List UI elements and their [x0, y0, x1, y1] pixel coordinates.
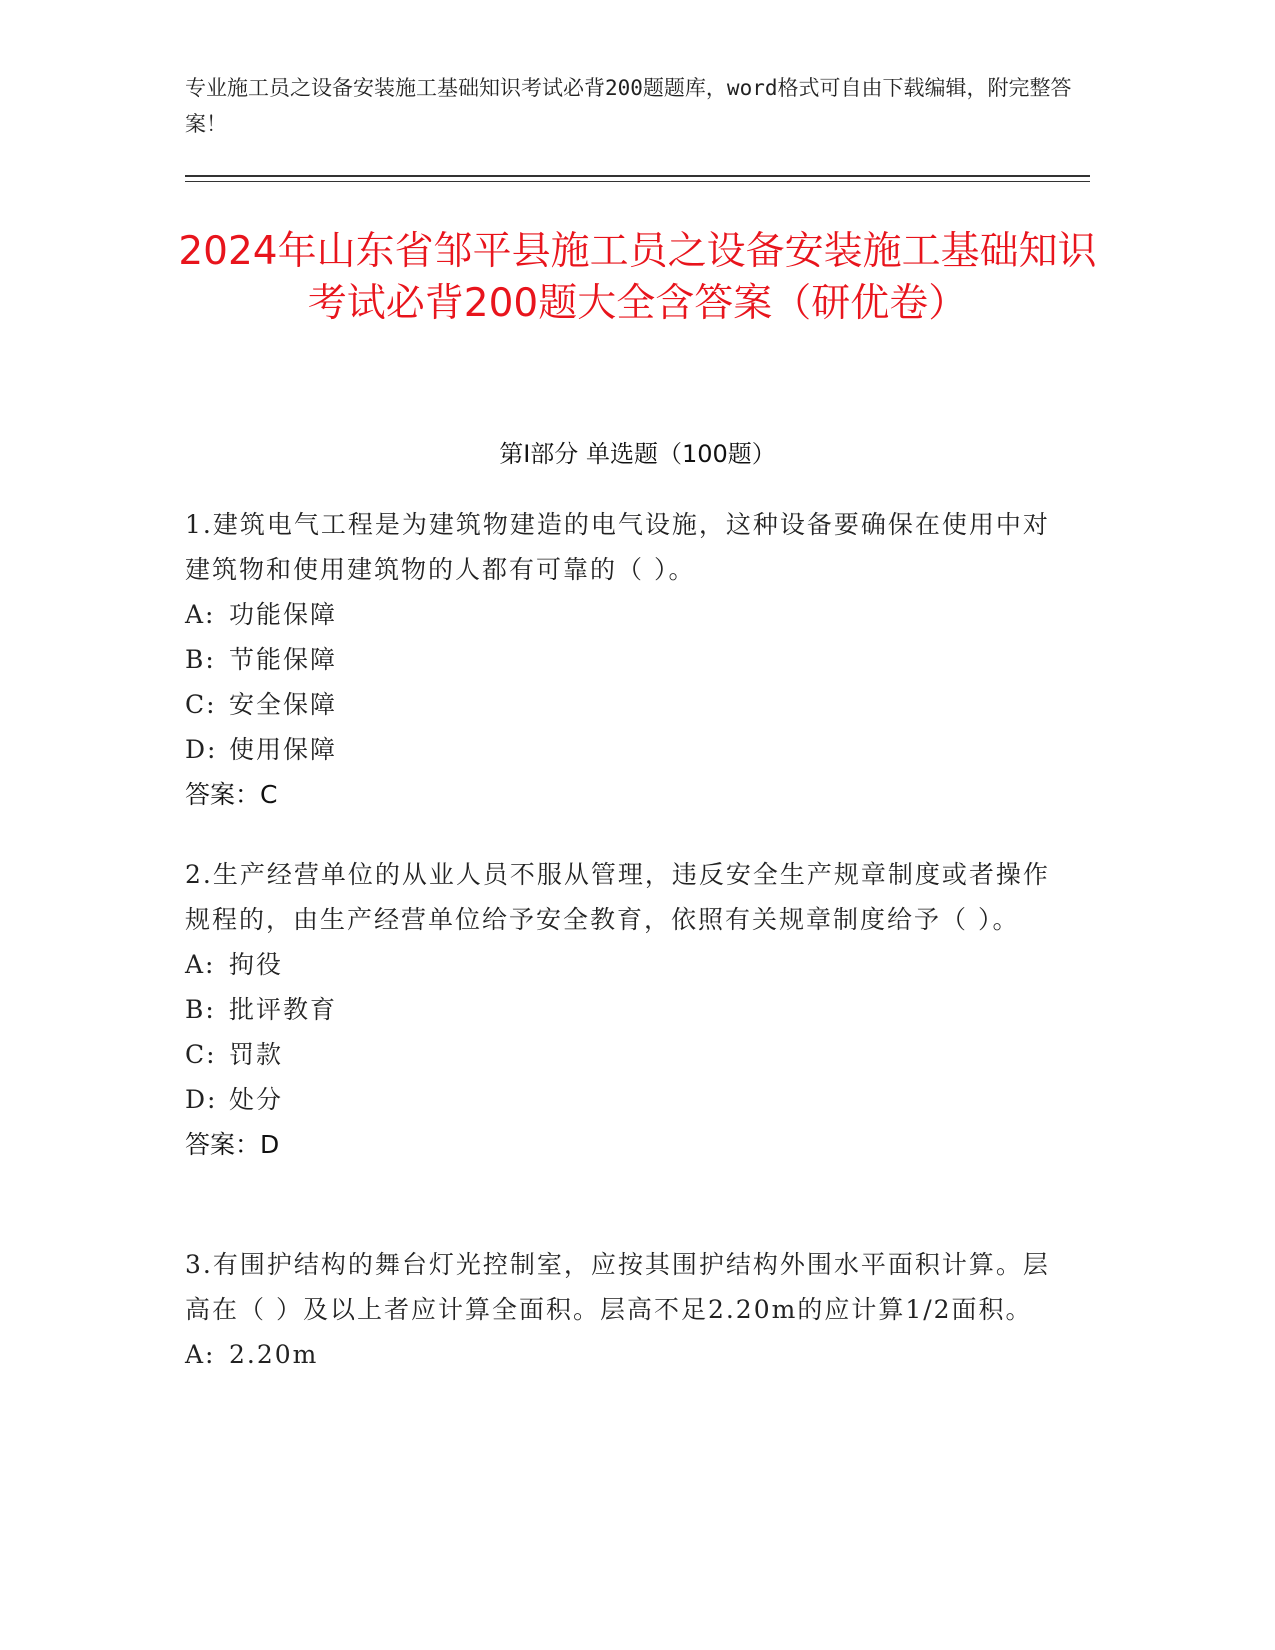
section-heading: 第I部分 单选题（100题） [499, 440, 776, 468]
option-text: 使用保障 [229, 735, 338, 764]
document-title: 2024年山东省邹平县施工员之设备安装施工基础知识考试必背200题大全含答案（研优卷） [178, 229, 1097, 326]
option-label: C: [185, 690, 217, 719]
option-text: 节能保障 [229, 645, 338, 674]
header-divider-thin [185, 181, 1090, 182]
answer: 答案：D [185, 1130, 280, 1159]
option-label: D: [185, 735, 218, 764]
option-label: A: [185, 950, 216, 979]
option-text: 安全保障 [229, 690, 338, 719]
option-text: 批评教育 [229, 995, 338, 1024]
option-text: 罚款 [229, 1040, 284, 1069]
question-1 [185, 502, 1065, 817]
question-3 [185, 1242, 1065, 1377]
option-label: B: [185, 995, 216, 1024]
option-text: 功能保障 [229, 600, 338, 629]
question-text: 2.生产经营单位的从业人员不服从管理，违反安全生产规章制度或者操作规程的，由生产经营单位给予安全教育，依照有关规章制度给予（ ）。 [185, 860, 1050, 934]
option-a [185, 592, 1065, 637]
option-label: B: [185, 645, 216, 674]
option-label: C: [185, 1040, 217, 1069]
option-text: 处分 [229, 1085, 284, 1114]
option-b [185, 637, 1065, 682]
option-c [185, 1032, 1065, 1077]
option-a [185, 1332, 1065, 1377]
question-2 [185, 852, 1065, 1167]
option-b [185, 987, 1065, 1032]
option-label: A: [185, 1340, 216, 1369]
option-text: 2.20m [229, 1340, 319, 1369]
option-d [185, 1077, 1065, 1122]
option-d [185, 727, 1065, 772]
header-divider-thick [185, 175, 1090, 177]
option-label: A: [185, 600, 216, 629]
answer: 答案：C [185, 780, 278, 809]
option-c [185, 682, 1065, 727]
option-text: 拘役 [229, 950, 284, 979]
option-a [185, 942, 1065, 987]
question-text: 3.有围护结构的舞台灯光控制室，应按其围护结构外围水平面积计算。层高在（ ）及以上者应计算全面积。层高不足2.20m的应计算1/2面积。 [185, 1250, 1050, 1324]
question-text: 1.建筑电气工程是为建筑物建造的电气设施，这种设备要确保在使用中对建筑物和使用建筑物的人都有可靠的（ ）。 [185, 510, 1050, 584]
header-note: 专业施工员之设备安装施工基础知识考试必背200题题库，word格式可自由下载编辑，附完整答案！ [185, 76, 1072, 136]
option-label: D: [185, 1085, 218, 1114]
